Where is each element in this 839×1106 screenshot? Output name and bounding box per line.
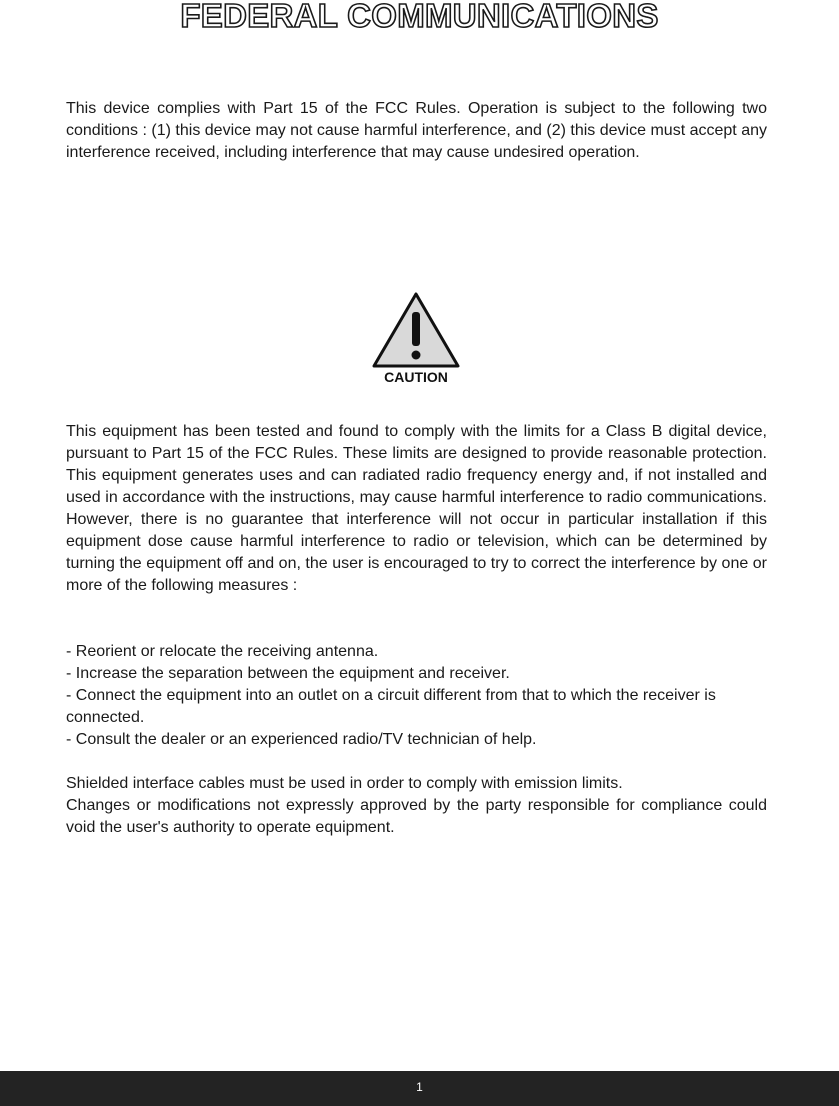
shielded-cables-note: Shielded interface cables must be used in order to comply with emission limits. bbox=[66, 775, 623, 792]
list-item: - Connect the equipment into an outlet on a circuit different from that to which the receiver is connected. bbox=[66, 687, 716, 726]
caution-symbol bbox=[370, 290, 462, 390]
list-item: - Reorient or relocate the receiving antenna. bbox=[66, 643, 379, 660]
list-item: - Consult the dealer or an experienced radio/TV technician of help. bbox=[66, 731, 537, 748]
warning-triangle-icon bbox=[370, 290, 462, 370]
page-title: FEDERAL COMMUNICATIONS bbox=[180, 0, 659, 34]
class-b-compliance-paragraph: This equipment has been tested and found to comply with the limits for a Class B digital device, pursuant to Part 15 of the FCC Rules. These limits are designed to provide reasonable protection. This equipment generates uses and can radiated radio frequency energy and, if not installed and used in accordance with the instructions, may cause harmful interference to radio communications. However, there is no guarantee that interference will not occur in particular installation if this equipment dose cause harmful interference to radio or television, which can be determined by turning the equipment off and on, the user is encouraged to try to correct the interference by one or more of the following measures : bbox=[66, 423, 767, 594]
footer-bar bbox=[0, 1071, 839, 1106]
fcc-compliance-statement: This device complies with Part 15 of the FCC Rules. Operation is subject to the following two conditions : (1) this device may not cause harmful interference, and (2) this device must accept any interference received, including interference that may cause undesired operation. bbox=[66, 100, 767, 161]
modifications-warning: Changes or modifications not expressly approved by the party responsible for compliance could void the user's authority to operate equipment. bbox=[66, 797, 767, 836]
caution-label: CAUTION bbox=[384, 369, 448, 385]
measures-list bbox=[66, 641, 767, 751]
closing-notes bbox=[66, 773, 767, 839]
page-number: 1 bbox=[416, 1080, 423, 1094]
list-item: - Increase the separation between the equipment and receiver. bbox=[66, 665, 510, 682]
